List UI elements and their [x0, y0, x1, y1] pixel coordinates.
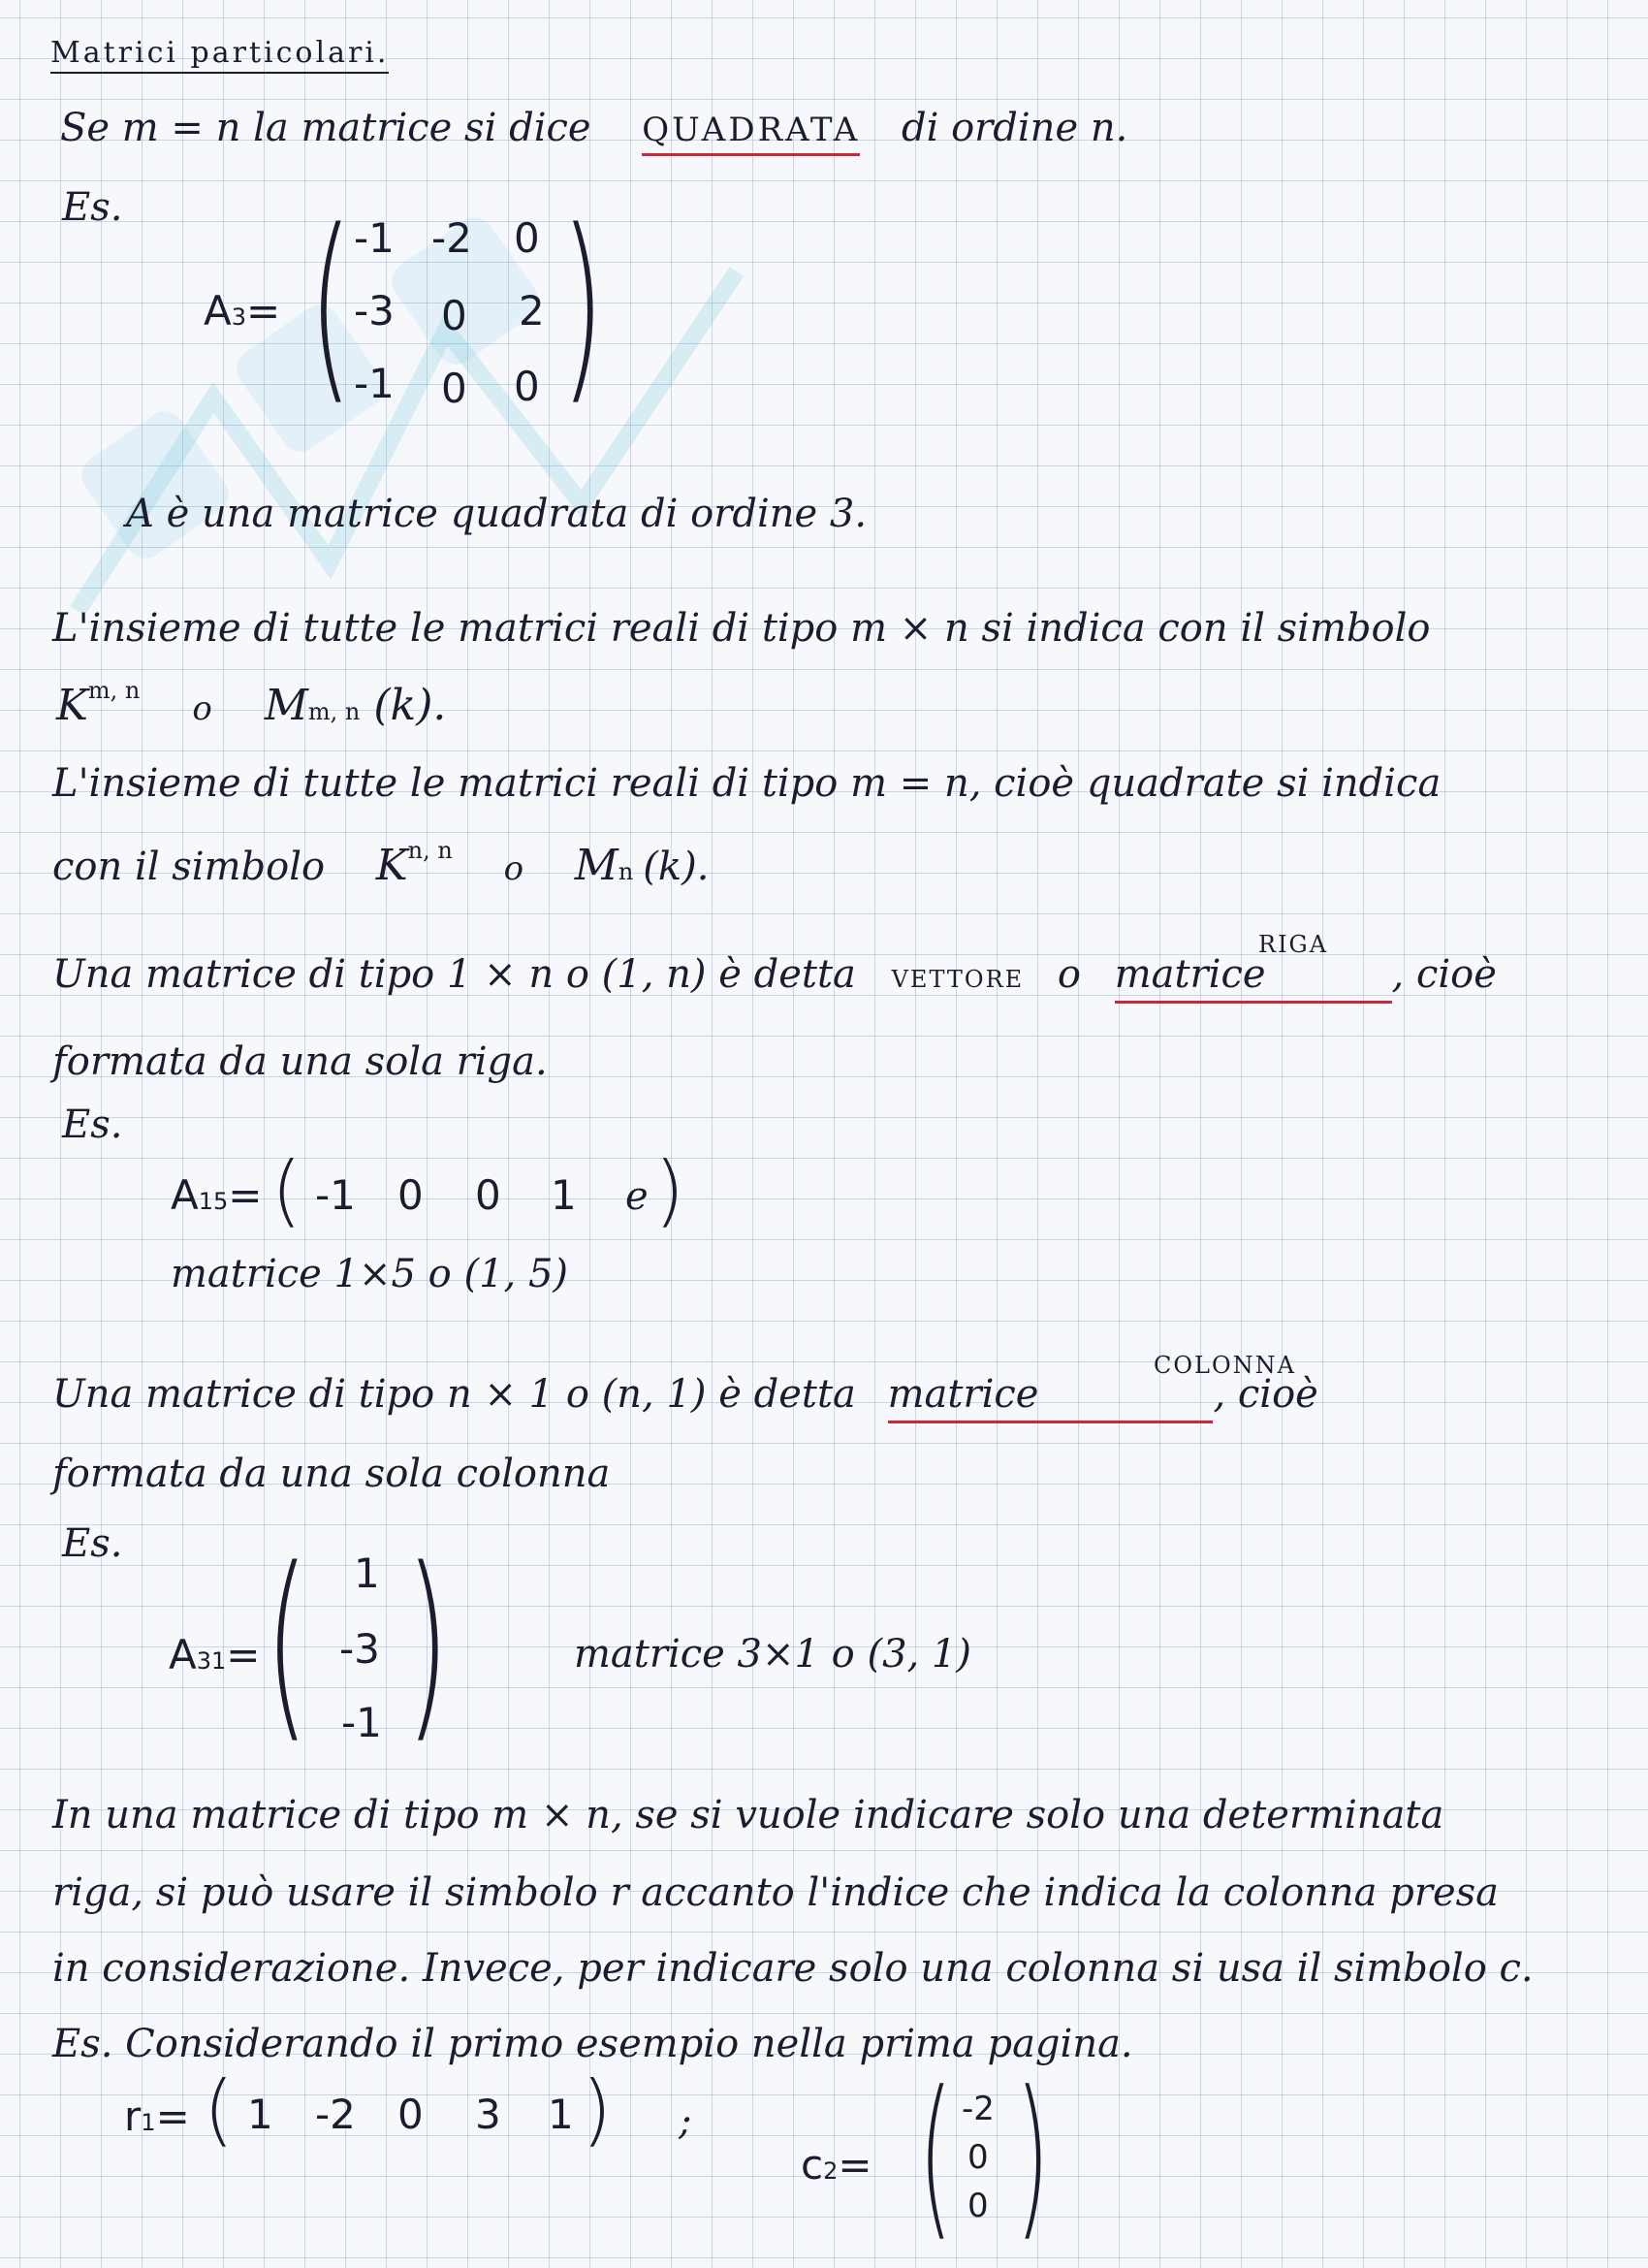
r1-val-3: 3: [475, 2091, 501, 2138]
row-vector-line2: formata da una sola riga.: [52, 1039, 548, 1084]
r1-sub: 1: [141, 2109, 156, 2136]
r1-name: r: [124, 2092, 142, 2140]
row-example-caption: matrice 1×5 o (1, 5): [171, 1252, 569, 1296]
es-label-2: Es.: [62, 1102, 123, 1147]
col-example-sub: 31: [196, 1647, 227, 1675]
c2-sub: 2: [823, 2157, 839, 2185]
vettore-word: VETTORE: [891, 966, 1025, 993]
col-vector-line2: formata da una sola colonna: [52, 1452, 611, 1496]
col-example-eq: =: [226, 1631, 261, 1678]
k-sup-2: n, n: [407, 837, 453, 864]
col-val-0: 1: [354, 1549, 380, 1597]
es-label-1: Es.: [62, 185, 123, 230]
a3-cell-0-1: -2: [431, 214, 472, 262]
last-para-line2: riga, si può usare il simbolo r accanto l'indice che indica la colonna presa: [52, 1870, 1500, 1915]
a3-cell-2-2: 0: [514, 363, 540, 410]
matrice-colonna: [888, 1372, 1214, 1423]
col-val-1: -3: [339, 1625, 380, 1673]
a3-cell-0-0: -1: [354, 214, 395, 262]
c2-val-1: 0: [967, 2138, 989, 2177]
last-para-line1: In una matrice di tipo m × n, se si vuole indicare solo una determinata: [52, 1793, 1444, 1837]
para3-line2: [52, 837, 710, 890]
definition-square: [60, 106, 1128, 150]
para2-line2: [56, 677, 447, 730]
r1-left-paren: (: [204, 2064, 235, 2155]
para3-line2-pre: con il simbolo: [52, 845, 326, 889]
row-example-label: [171, 1171, 263, 1219]
final-separator: ;: [679, 2099, 692, 2144]
matrice-riga: [1115, 952, 1392, 1004]
c2-val-2: 0: [967, 2187, 989, 2225]
watermark-logo: [39, 155, 776, 659]
row-vector-line1: [52, 952, 1497, 997]
matrix-a3-label: [204, 287, 281, 335]
line1-pre: Se m = n la matrice si dice: [60, 106, 591, 150]
row-val-0: -1: [315, 1171, 356, 1219]
row-left-paren: (: [271, 1145, 302, 1235]
para2-line1: L'insieme di tutte le matrici reali di tipo m × n si indica con il simbolo: [52, 606, 1431, 651]
c2-val-0: -2: [962, 2090, 995, 2128]
m-sub-1: m, n: [307, 698, 361, 725]
or-1: o: [192, 689, 212, 728]
a3-cell-2-1: 0: [441, 365, 467, 412]
row-example-name: A: [171, 1171, 199, 1219]
col-example-name: A: [169, 1631, 197, 1678]
r1-label: [124, 2092, 190, 2140]
row-val-3: 1: [551, 1171, 577, 1219]
row-val-1: 0: [397, 1171, 424, 1219]
heading-text: Matrici particolari.: [50, 36, 389, 74]
k-sup-1: m, n: [87, 677, 141, 704]
k-symbol-2: K: [375, 841, 408, 890]
r1-val-1: -2: [315, 2091, 356, 2138]
page-heading: [50, 36, 390, 70]
riga-word: RIGA: [1258, 931, 1329, 958]
colonna-word: COLONNA: [1154, 1352, 1296, 1379]
row-example-sub: 15: [198, 1188, 229, 1215]
c2-name: c: [801, 2141, 824, 2188]
r1-right-paren: ): [582, 2064, 613, 2155]
r1-val-0: 1: [247, 2091, 273, 2138]
m-symbol-1: M: [264, 681, 308, 730]
col-val-2: -1: [341, 1699, 382, 1746]
col-example-caption: matrice 3×1 o (3, 1): [574, 1632, 972, 1677]
a3-cell-1-1: 0: [441, 292, 467, 339]
matrix-a3-sub: 3: [231, 303, 247, 331]
a3-cell-1-2: 2: [519, 287, 545, 335]
matrix-a3-left-paren: (: [308, 186, 353, 424]
r1-val-4: 1: [548, 2091, 574, 2138]
row-example-eq: =: [228, 1171, 263, 1219]
row-val-4: e: [625, 1174, 649, 1219]
a3-cell-2-0: -1: [354, 360, 395, 407]
col-vector-pre: Una matrice di tipo n × 1 o (n, 1) è detta: [52, 1372, 856, 1417]
k-symbol-1: K: [56, 681, 88, 730]
matrice-word-2: matrice: [887, 1372, 1039, 1417]
c2-label: [801, 2141, 872, 2188]
line1-post: di ordine n.: [901, 106, 1128, 150]
last-para-line3: in considerazione. Invece, per indicare solo una colonna si usa il simbolo c.: [52, 1946, 1534, 1991]
r1-val-2: 0: [397, 2091, 424, 2138]
es-label-3: Es.: [62, 1521, 123, 1566]
row-val-2: 0: [475, 1171, 501, 1219]
col-vector-line1: [52, 1372, 1318, 1417]
c2-left-paren: (: [918, 2055, 953, 2257]
col-vector-cioe: , cioè: [1213, 1372, 1318, 1417]
m-arg-2: (k).: [643, 845, 710, 889]
last-para-line4: Es. Considerando il primo esempio nella prima pagina.: [52, 2022, 1133, 2066]
m-sub-2: n: [618, 858, 634, 885]
col-left-paren: (: [265, 1524, 309, 1762]
or-2: o: [503, 849, 524, 888]
matrix-a3-name: A: [204, 287, 232, 335]
para3-line1: L'insieme di tutte le matrici reali di tipo m = n, cioè quadrate si indica: [52, 761, 1442, 806]
a3-cell-1-0: -3: [354, 287, 395, 335]
m-arg-1: (k).: [373, 681, 447, 730]
col-right-paren: ): [405, 1524, 450, 1762]
row-vector-pre: Una matrice di tipo 1 × n o (1, n) è detta: [52, 952, 856, 997]
r1-eq: =: [155, 2092, 190, 2140]
matrix-a3-eq: =: [246, 287, 281, 335]
keyword-quadrata: QUADRATA: [642, 111, 860, 156]
m-symbol-2: M: [574, 841, 618, 890]
row-right-paren: ): [654, 1145, 685, 1235]
a3-cell-0-2: 0: [514, 214, 540, 262]
c2-right-paren: ): [1015, 2055, 1050, 2257]
col-example-label: [169, 1631, 261, 1678]
matrice-word-1: matrice: [1114, 952, 1266, 997]
c2-eq: =: [838, 2141, 872, 2188]
matrix-a3-right-paren: ): [560, 186, 605, 424]
a3-description: A è una matrice quadrata di ordine 3.: [126, 492, 868, 536]
row-vector-o: o: [1057, 952, 1081, 997]
row-vector-cioe: , cioè: [1391, 952, 1497, 997]
